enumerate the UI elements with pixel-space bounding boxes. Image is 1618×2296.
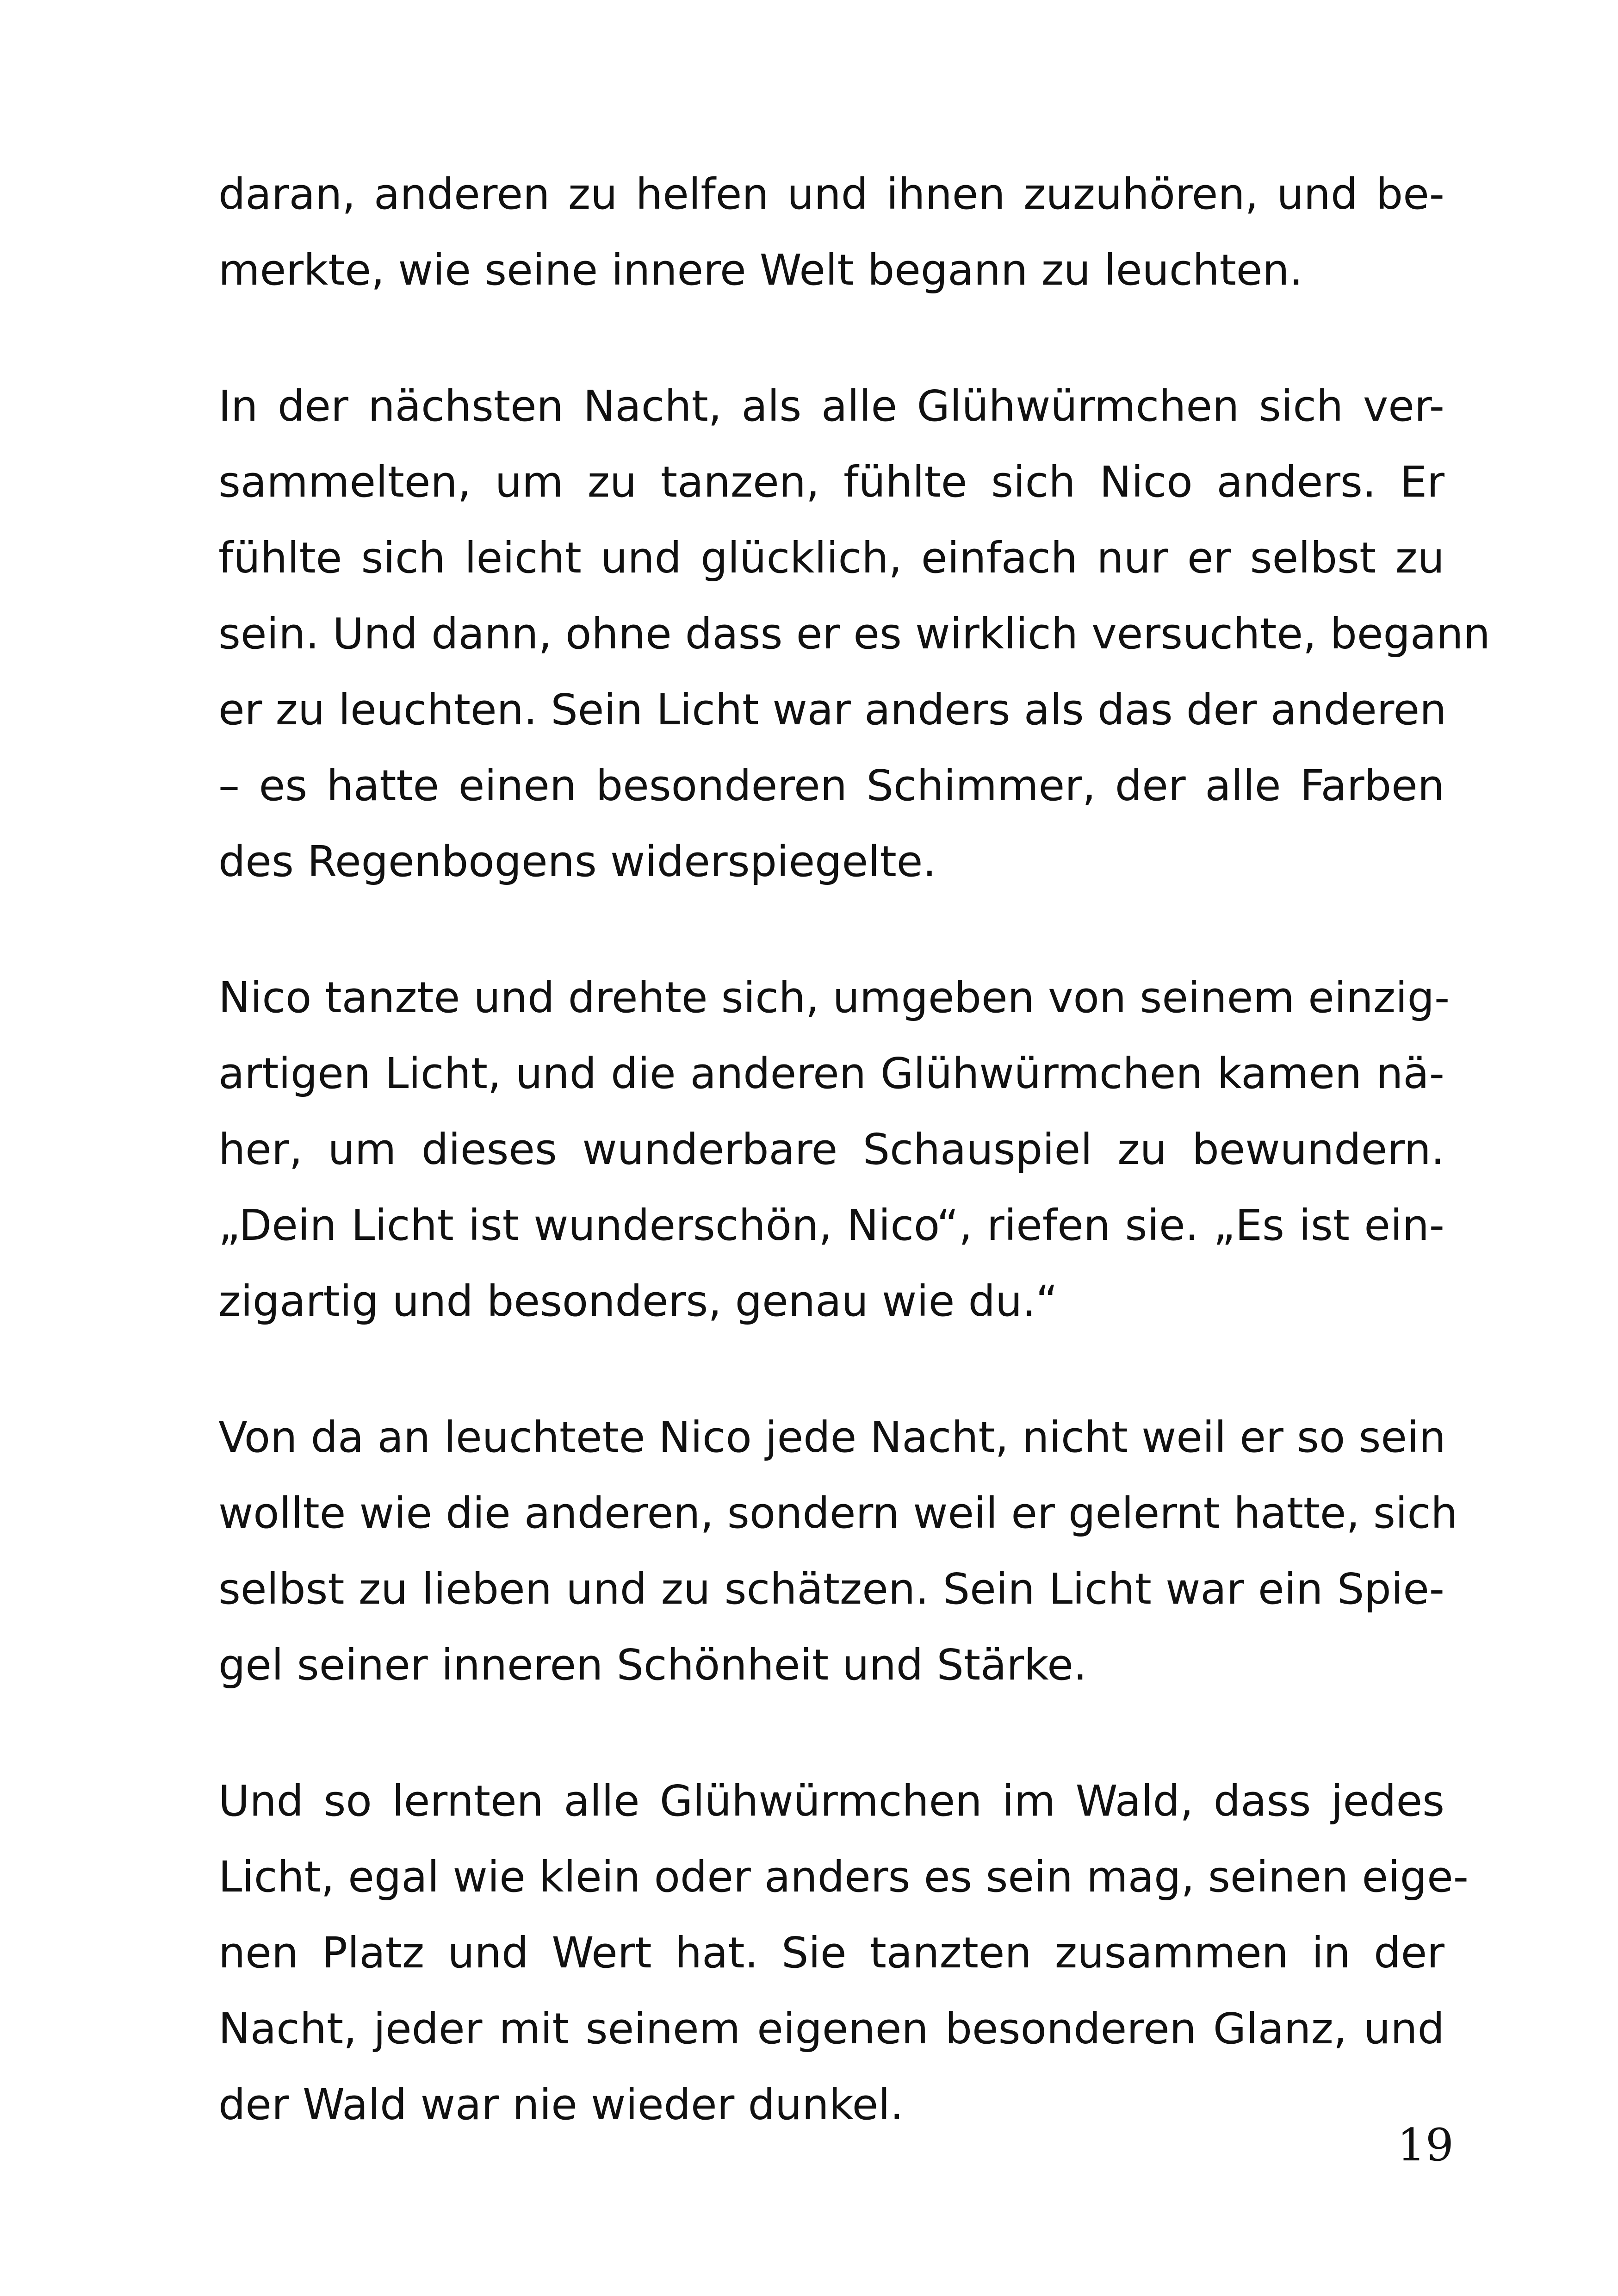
text-line: des Regenbogens widerspiegelte. [218,837,936,886]
text-line: merkte, wie seine innere Welt begann zu leuchten. [218,245,1303,295]
text-line: selbst zu lieben und zu schätzen. Sein Licht war ein Spie- [218,1564,1444,1614]
page-body [218,156,1490,2203]
paragraph-2 [218,368,1490,900]
text-line: der Wald war nie wieder dunkel. [218,2080,904,2129]
paragraph-5 [218,1763,1469,2143]
page-number: 19 [1397,2119,1454,2171]
text-line: sein. Und dann, ohne dass er es wirklich versuchte, begann [218,609,1490,659]
text-line: fühlte sich leicht und glücklich, einfach nur er selbst zu [218,533,1444,583]
text-line: Nacht, jeder mit seinem eigenen besonderen Glanz, und [218,2004,1444,2053]
text-line: er zu leuchten. Sein Licht war anders als das der anderen [218,685,1447,734]
text-line: In der nächsten Nacht, als alle Glühwürmchen sich ver- [218,381,1444,431]
text-line: daran, anderen zu helfen und ihnen zuzuhören, und be- [218,169,1444,219]
text-line: her, um dieses wunderbare Schauspiel zu bewundern. [218,1125,1444,1174]
text-line: Und so lernten alle Glühwürmchen im Wald, dass jedes [218,1776,1444,1826]
paragraph-1 [218,156,1444,308]
paragraph-3 [218,960,1450,1339]
text-line: Von da an leuchtete Nico jede Nacht, nicht weil er so sein [218,1412,1446,1462]
text-line: – es hatte einen besonderen Schimmer, der alle Farben [218,761,1444,810]
text-line: wollte wie die anderen, sondern weil er gelernt hatte, sich [218,1488,1458,1538]
text-line: sammelten, um zu tanzen, fühlte sich Nico anders. Er [218,457,1444,507]
text-line: gel seiner inneren Schönheit und Stärke. [218,1640,1087,1690]
text-line: Nico tanzte und drehte sich, umgeben von seinem einzig- [218,973,1450,1022]
text-line: Licht, egal wie klein oder anders es sein mag, seinen eige- [218,1852,1469,1902]
text-line: zigartig und besonders, genau wie du.“ [218,1276,1058,1326]
paragraph-4 [218,1400,1458,1703]
text-line: nen Platz und Wert hat. Sie tanzten zusammen in der [218,1928,1444,1978]
text-line: artigen Licht, und die anderen Glühwürmchen kamen nä- [218,1049,1444,1098]
text-line: „Dein Licht ist wunderschön, Nico“, riefen sie. „Es ist ein- [218,1201,1444,1250]
